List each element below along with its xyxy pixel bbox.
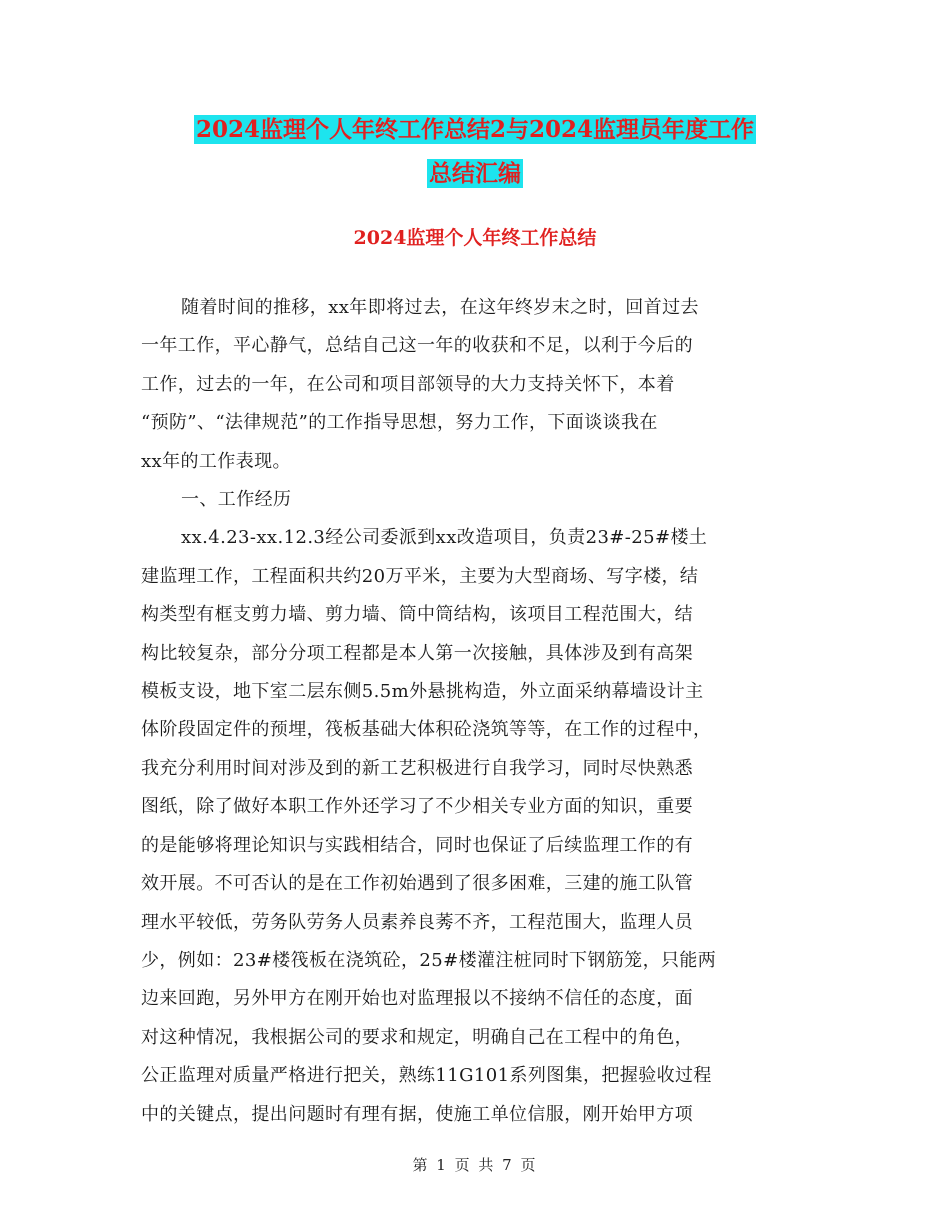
body-line: 对这种情况，我根据公司的要求和规定，明确自己在工程中的角色， — [141, 1026, 693, 1048]
body-line: “预防”、“法律规范”的工作指导思想，努力工作，下面谈谈我在 — [141, 412, 658, 434]
body-line: 图纸，除了做好本职工作外还学习了不少相关专业方面的知识，重要 — [141, 796, 693, 818]
body-line: 理水平较低，劳务队劳务人员素养良莠不齐，工程范围大，监理人员 — [141, 911, 693, 933]
page-footer: 第 1 页 共 7 页 — [412, 1156, 538, 1174]
body-line: 的是能够将理论知识与实践相结合，同时也保证了后续监理工作的有 — [141, 834, 693, 856]
body-line: 边来回跑，另外甲方在刚开始也对监理报以不接纳不信任的态度，面 — [141, 988, 693, 1010]
section-heading: 一、工作经历 — [181, 489, 292, 511]
body-line: 建监理工作，工程面积共约20万平米，主要为大型商场、写字楼，结 — [141, 565, 699, 587]
body-line: 一年工作，平心静气，总结自己这一年的收获和不足，以利于今后的 — [141, 335, 693, 357]
body-line: 随着时间的推移，xx年即将过去，在这年终岁末之时，回首过去 — [181, 297, 699, 318]
body-line: 少，例如：23#楼筏板在浇筑砼，25#楼灌注桩同时下钢筋笼，只能两 — [141, 949, 717, 971]
body-line: 模板支设，地下室二层东侧5.5m外悬挑构造，外立面采纳幕墙设计主 — [141, 681, 704, 703]
body-line: 体阶段固定件的预埋，筏板基础大体积砼浇筑等等，在工作的过程中， — [141, 719, 712, 741]
main-title-text-1: 2024监理个人年终工作总结2与2024监理员年度工作 — [195, 116, 755, 143]
main-title-line-2 — [0, 154, 950, 194]
body-line: 构类型有框支剪力墙、剪力墙、筒中筒结构，该项目工程范围大，结 — [141, 604, 693, 626]
main-title-text-2: 总结汇编 — [429, 160, 521, 187]
body-line: 效开展。不可否认的是在工作初始遇到了很多困难，三建的施工队管 — [141, 873, 693, 895]
section-title: 2024监理个人年终工作总结 — [353, 227, 597, 249]
body-line: 公正监理对质量严格进行把关，熟练11G101系列图集，把握验收过程 — [141, 1065, 712, 1087]
body-line: 我充分利用时间对涉及到的新工艺积极进行自我学习，同时尽快熟悉 — [141, 757, 693, 779]
body-line: 构比较复杂，部分分项工程都是本人第一次接触，具体涉及到有高架 — [141, 642, 693, 664]
body-line: xx年的工作表现。 — [141, 450, 291, 472]
body-line: 工作，过去的一年，在公司和项目部领导的大力支持关怀下，本着 — [141, 373, 675, 395]
body-text — [141, 289, 817, 1134]
body-line: xx.4.23-xx.12.3经公司委派到xx改造项目，负责23#-25#楼土 — [181, 527, 708, 549]
main-title-line-1 — [0, 110, 950, 150]
body-line: 中的关键点，提出问题时有理有据，使施工单位信服，刚开始甲方项 — [141, 1103, 693, 1125]
